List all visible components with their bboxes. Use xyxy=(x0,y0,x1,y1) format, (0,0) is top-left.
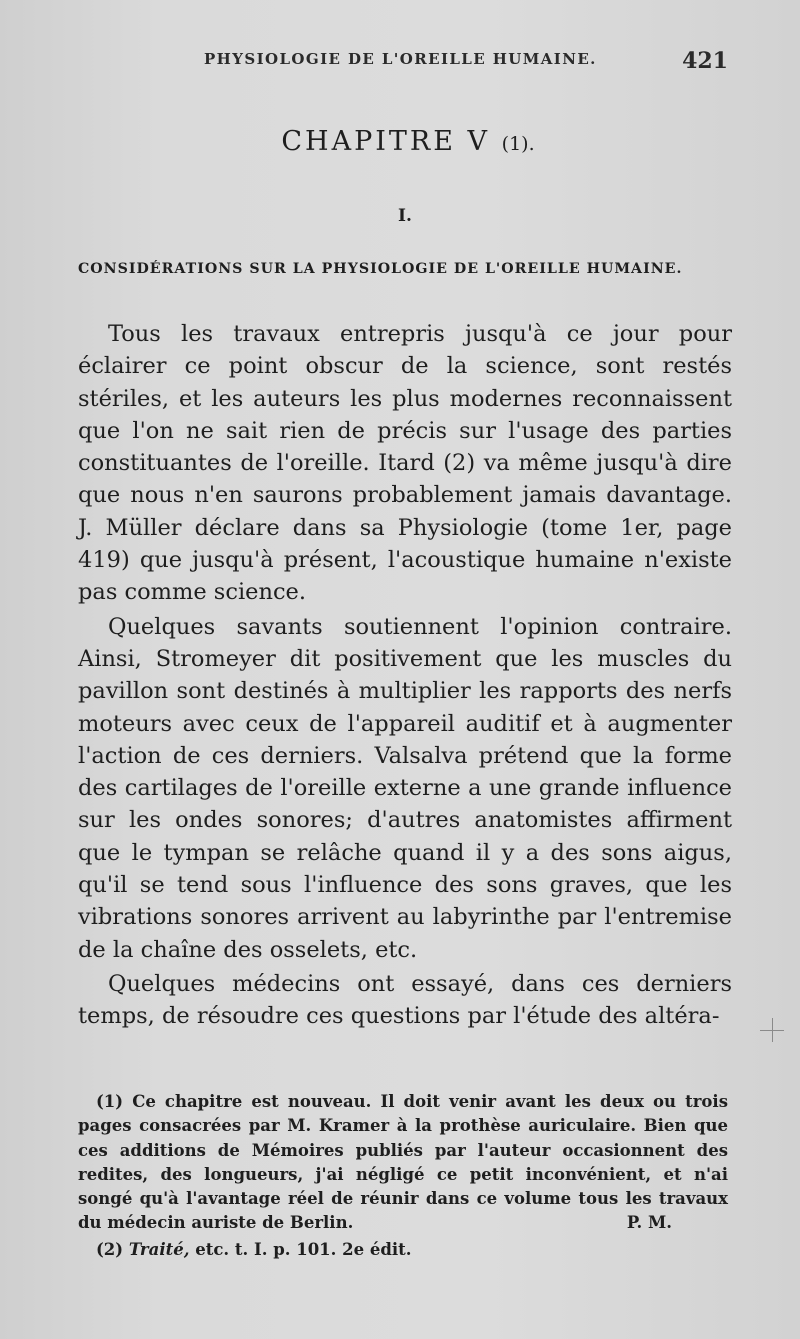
footnote-1-text: (1) Ce chapitre est nouveau. Il doit venir avant les deux ou trois pages consacrées par M. Kramer à la prothèse auriculaire. Bien que ces additions de Mémoires publiés par l'auteur occasionnent des redites, des longueurs, j'ai négligé ce petit inconvénient, et n'ai songé qu'à l'avantage réel de réunir dans ce volume tous les travaux du médecin auriste de Berlin. xyxy=(78,1092,728,1233)
footnote-2 xyxy=(78,1238,728,1262)
footnote-2-number: (2) xyxy=(96,1239,124,1259)
section-title: CONSIDÉRATIONS SUR LA PHYSIOLOGIE DE L'OREILLE HUMAINE. xyxy=(78,261,683,277)
margin-crosshair-v xyxy=(772,1018,773,1042)
section-number: I. xyxy=(398,206,412,226)
footnote-1-signature: P. M. xyxy=(626,1213,672,1233)
page-number: 421 xyxy=(682,48,728,74)
chapter-title-text: CHAPITRE V xyxy=(281,126,491,157)
chapter-title xyxy=(0,126,800,157)
chapter-footnote-ref: (1). xyxy=(501,133,535,155)
footnotes xyxy=(78,1090,728,1279)
footnote-2-text: etc. t. I. p. 101. 2e édit. xyxy=(195,1239,412,1259)
paragraph-2: Quelques savants soutiennent l'opinion contraire. Ainsi, Stromeyer dit positivement que les muscles du pavillon sont destinés à multiplier les rapports des nerfs moteurs avec ceux de l'appareil auditif et à augmenter l'action de ces derniers. Valsalva prétend que la forme des cartilages de l'oreille externe a une grande influence sur les ondes sonores; d'autres anatomistes affirment que le tympan se relâche quand il y a des sons aigus, qu'il se tend sous l'influence des sons graves, que les vibrations sonores arrivent au labyrinthe par l'entremise de la chaîne des osselets, etc. xyxy=(78,613,732,963)
running-head: PHYSIOLOGIE DE L'OREILLE HUMAINE. xyxy=(204,50,597,68)
body-text xyxy=(78,318,732,1033)
paragraph-1: Tous les travaux entrepris jusqu'à ce jour pour éclairer ce point obscur de la science, sont restés stériles, et les auteurs les plus modernes reconnaissent que l'on ne sait rien de précis sur l'usage des parties constituantes de l'oreille. Itard (2) va même jusqu'à dire que nous n'en saurons probablement jamais davantage. J. Müller déclare dans sa Physiologie (tome 1er, page 419) que jusqu'à présent, l'acoustique humaine n'existe pas comme science. xyxy=(78,321,732,606)
paragraph-3: Quelques médecins ont essayé, dans ces derniers temps, de résoudre ces questions par l'étude des altéra- xyxy=(78,970,732,1030)
footnote-1 xyxy=(78,1090,728,1236)
footnote-2-title: Traité, xyxy=(128,1239,190,1259)
